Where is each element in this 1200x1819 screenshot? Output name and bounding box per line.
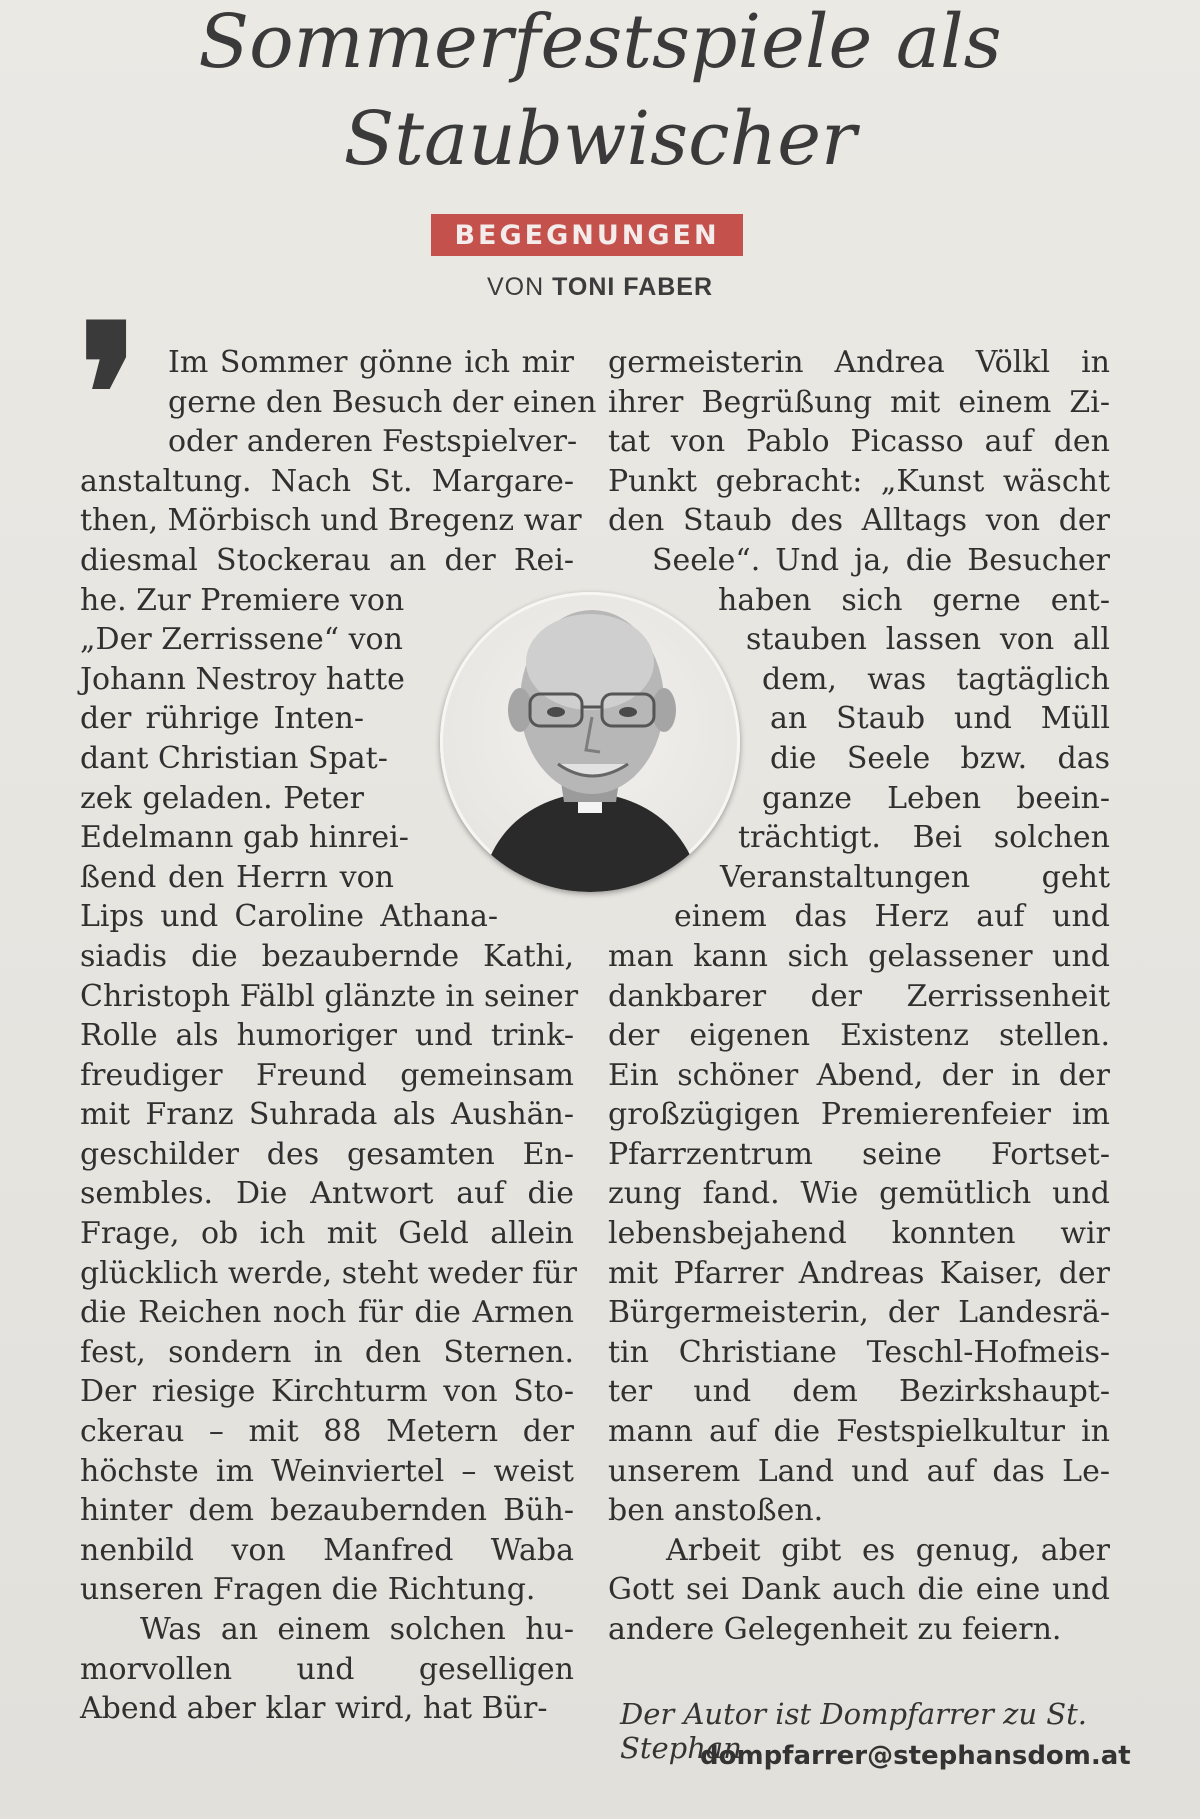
text-line: sembles. Die Antwort auf die bbox=[80, 1176, 574, 1212]
byline-author: TONI FABER bbox=[552, 273, 714, 301]
text-line: nenbild von Manfred Waba bbox=[80, 1532, 574, 1568]
text-line: gerne den Besuch der einen bbox=[168, 384, 597, 420]
text-line: unseren Fragen die Richtung. bbox=[80, 1572, 536, 1608]
quote-mark-icon: ❜ bbox=[78, 283, 140, 506]
article-column-left bbox=[80, 343, 597, 1729]
text-line: tat von Pablo Picasso auf den bbox=[608, 424, 1110, 460]
text-line: Der riesige Kirchturm von Sto- bbox=[80, 1374, 574, 1410]
text-line: haben sich gerne ent- bbox=[718, 582, 1110, 618]
text-line: ben anstoßen. bbox=[608, 1493, 824, 1529]
text-line: Veranstaltungen geht bbox=[720, 859, 1110, 895]
text-line: der rührige Inten- bbox=[80, 701, 364, 737]
text-line: höchste im Weinviertel – weist bbox=[80, 1453, 574, 1489]
text-line: Lips und Caroline Athana- bbox=[80, 899, 498, 935]
text-line: dant Christian Spat- bbox=[80, 740, 388, 776]
text-line: mit Pfarrer Andreas Kaiser, der bbox=[608, 1255, 1110, 1291]
byline bbox=[0, 273, 1200, 302]
text-line: ßend den Herrn von bbox=[80, 859, 394, 895]
text-line: Im Sommer gönne ich mir bbox=[168, 345, 574, 380]
text-line: ihrer Begrüßung mit einem Zi- bbox=[608, 384, 1110, 420]
text-line: den Staub des Alltags von der bbox=[608, 503, 1110, 539]
text-line: Arbeit gibt es genug, aber bbox=[666, 1532, 1110, 1568]
text-line: man kann sich gelassener und bbox=[608, 938, 1110, 974]
text-line: Abend aber klar wird, hat Bür- bbox=[80, 1691, 548, 1727]
text-line: anstaltung. Nach St. Margare- bbox=[80, 463, 574, 499]
text-line: Edelmann gab hinrei- bbox=[80, 820, 409, 856]
text-line: lebensbejahend konnten wir bbox=[608, 1216, 1110, 1252]
text-line: Seele“. Und ja, die Besucher bbox=[652, 542, 1110, 578]
text-line: zung fand. Wie gemütlich und bbox=[608, 1176, 1110, 1212]
author-portrait-photo bbox=[440, 592, 740, 892]
author-portrait-icon bbox=[440, 592, 740, 892]
text-line: diesmal Stockerau an der Rei- bbox=[80, 542, 574, 578]
text-line: Gott sei Dank auch die eine und bbox=[608, 1572, 1110, 1608]
text-line: Pfarrzentrum seine Fortset- bbox=[608, 1136, 1110, 1172]
text-line: then, Mörbisch und Bregenz war bbox=[80, 503, 582, 539]
headline bbox=[0, 0, 1200, 188]
text-line: Punkt gebracht: „Kunst wäscht bbox=[608, 463, 1110, 499]
text-line: tin Christiane Teschl-Hofmeis- bbox=[608, 1334, 1110, 1370]
text-line: „Der Zerrissene“ von bbox=[80, 622, 403, 658]
text-line: mit Franz Suhrada als Aushän- bbox=[80, 1097, 574, 1133]
text-line: die Seele bzw. das bbox=[770, 740, 1110, 776]
text-line: Ein schöner Abend, der in der bbox=[608, 1057, 1110, 1093]
text-line: ganze Leben beein- bbox=[762, 780, 1110, 816]
text-line: der eigenen Existenz stellen. bbox=[608, 1018, 1110, 1054]
text-line: glücklich werde, steht weder für bbox=[80, 1255, 577, 1291]
text-line: dankbarer der Zerrissenheit bbox=[608, 978, 1110, 1014]
text-line: dem, was tagtäglich bbox=[762, 661, 1110, 697]
text-line: ckerau – mit 88 Metern der bbox=[80, 1414, 574, 1450]
text-line: an Staub und Müll bbox=[770, 701, 1110, 737]
text-line: unserem Land und auf das Le- bbox=[608, 1453, 1110, 1489]
text-line: Rolle als humoriger und trink- bbox=[80, 1018, 574, 1054]
text-line: trächtigt. Bei solchen bbox=[738, 820, 1110, 856]
text-line: großzügigen Premierenfeier im bbox=[608, 1097, 1110, 1133]
text-line: ter und dem Bezirkshaupt- bbox=[608, 1374, 1110, 1410]
text-line: Frage, ob ich mit Geld allein bbox=[80, 1216, 574, 1252]
byline-prefix: VON bbox=[486, 273, 545, 301]
article-column-right bbox=[608, 343, 1110, 1650]
text-line: morvollen und geselligen bbox=[80, 1651, 574, 1687]
author-email-link[interactable]: dompfarrer@stephansdom.at bbox=[700, 1741, 1131, 1771]
text-line: zek geladen. Peter bbox=[80, 780, 364, 816]
text-line: freudiger Freund gemeinsam bbox=[80, 1057, 574, 1093]
text-line: Johann Nestroy hatte bbox=[80, 661, 405, 697]
text-line: stauben lassen von all bbox=[746, 622, 1110, 658]
text-line: siadis die bezaubernde Kathi, bbox=[80, 938, 574, 974]
headline-line-1: Sommerfestspiele als bbox=[198, 0, 1002, 85]
text-line: einem das Herz auf und bbox=[674, 899, 1110, 935]
text-line: oder anderen Festspielver- bbox=[168, 424, 578, 460]
text-line: geschilder des gesamten En- bbox=[80, 1136, 574, 1172]
text-line: Was an einem solchen hu- bbox=[140, 1612, 574, 1647]
text-line: fest, sondern in den Sternen. bbox=[80, 1334, 574, 1370]
text-line: Christoph Fälbl glänzte in seiner bbox=[80, 978, 579, 1014]
author-signature: Der Autor ist Dompfarrer zu St. Stephan bbox=[620, 1697, 1088, 1765]
text-line: germeisterin Andrea Völkl in bbox=[608, 345, 1110, 380]
text-line: mann auf die Festspielkultur in bbox=[608, 1414, 1110, 1450]
text-line: Bürgermeisterin, der Landesrä- bbox=[608, 1295, 1110, 1331]
text-line: hinter dem bezaubernden Büh- bbox=[80, 1493, 574, 1529]
rubric-label: BEGEGNUNGEN bbox=[431, 214, 743, 256]
text-line: die Reichen noch für die Armen bbox=[80, 1295, 574, 1331]
text-line: he. Zur Premiere von bbox=[80, 582, 405, 618]
text-line: andere Gelegenheit zu feiern. bbox=[608, 1612, 1062, 1647]
headline-line-2: Staubwischer bbox=[343, 96, 857, 182]
